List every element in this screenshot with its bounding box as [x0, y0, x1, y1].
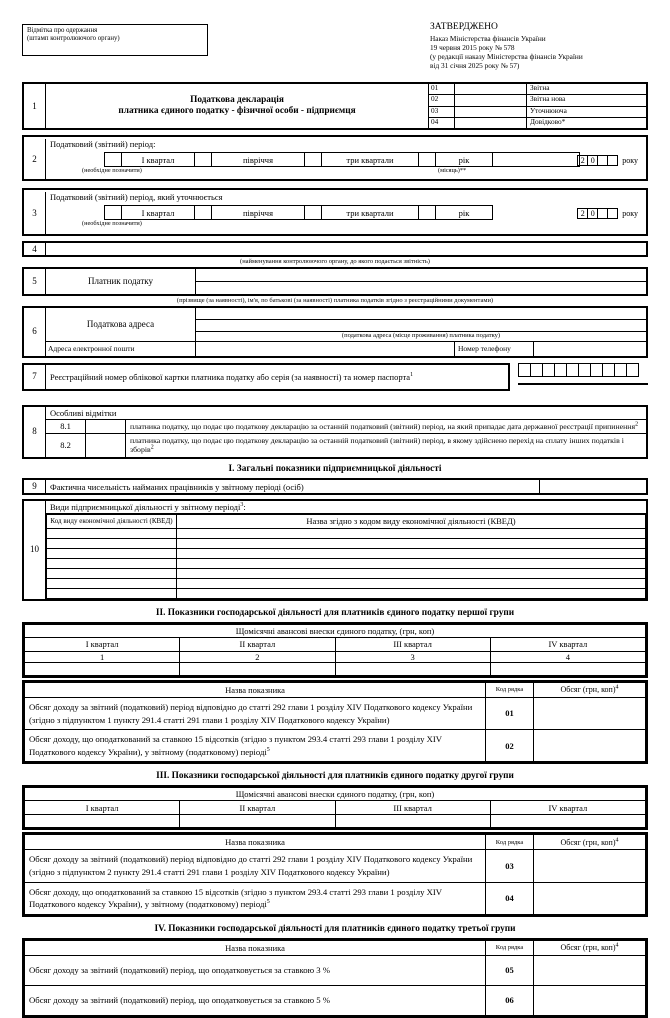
period-options: [104, 205, 646, 220]
row6-caption: (податкова адреса (місце проживання) платника податку): [196, 332, 646, 342]
indicator-name: Обсяг доходу за звітний (податковий) період відповідно до статті 292 глави 1 розділу XIV Податкового кодексу України (згідно з підпунктом 1 пункту 291.4 статті 291 глави 1 розділу XIV Податкового кодексу України): [25, 697, 486, 729]
year-digit-input[interactable]: [607, 155, 618, 166]
mark-text: платника податку, що подає цю податкову декларацію за останній податковий (звітний) період, в якому здійснено перехід на сплату інших податків і зборів$^2$: [130, 436, 624, 455]
quarter-header: ІІІ квартал: [335, 637, 490, 651]
indicator-code: 06: [486, 986, 534, 1016]
row-number: 9: [24, 480, 46, 493]
kved-name-input[interactable]: [177, 588, 646, 598]
indicator-name: Обсяг доходу за звітний (податковий) період, що оподатковується за ставкою 5 %: [25, 986, 486, 1016]
year-label: рік: [435, 205, 493, 220]
quarter1-checkbox[interactable]: [104, 205, 122, 220]
quarter-header: І квартал: [25, 801, 180, 815]
type-label: Звітна нова: [530, 94, 566, 104]
year-word: року: [622, 155, 638, 165]
amount-input[interactable]: [534, 882, 646, 914]
advance-header: Щомісячні авансові внески єдиного податку, (грн, коп): [25, 788, 646, 801]
year-digit-input[interactable]: [607, 208, 618, 219]
indicator-name: Обсяг доходу, що оподаткований за ставкою 15 відсотків (згідно з пунктом 293.4 статті 293 глави 1 розділу XIV Податкового кодексу України), у звітному (податковому) періоді$^5$: [25, 882, 486, 914]
row-number: 4: [24, 243, 46, 255]
indicator-name: Обсяг доходу за звітний (податковий) період відповідно до статті 292 глави 1 розділу XIV Податкового кодексу України (згідно з підпунктом 2 пункту 291.4 статті 291 глави 1 розділу XIV Податкового кодексу України): [25, 850, 486, 882]
advance-input-q4[interactable]: [490, 662, 645, 675]
indicator-name: Обсяг доходу за звітний (податковий) період, що оподатковується за ставкою 3 %: [25, 956, 486, 986]
row5-taxpayer: [22, 267, 648, 296]
row1-declaration-title: [22, 82, 648, 130]
kved-name-input[interactable]: [177, 558, 646, 568]
advance-input-q3[interactable]: [335, 662, 490, 675]
row4-caption: (найменування контролюючого органу, до якого подається звітність): [240, 258, 430, 265]
quarter-col-number: 4: [490, 651, 645, 662]
kved-code-header: Код виду економічної діяльності (КВЕД): [47, 515, 177, 528]
period-options: [104, 152, 646, 167]
section4-indicator-table: [22, 938, 648, 1018]
advance-header: Щомісячні авансові внески єдиного податку, (грн, коп): [25, 624, 646, 637]
advance-input-q3[interactable]: [335, 815, 490, 828]
kved-code-input[interactable]: [47, 548, 177, 558]
tax-id-underline: [518, 383, 648, 385]
indicator-name: Обсяг доходу, що оподаткований за ставкою 15 відсотків (згідно з пунктом 293.4 статті 293 глави 1 розділу XIV Податкового кодексу України), у звітному (податковому) періоді$^5$: [25, 730, 486, 762]
quarter1-label: І квартал: [121, 205, 195, 220]
code-header: Код рядка: [486, 835, 534, 850]
advance-input-q2[interactable]: [180, 662, 335, 675]
advance-input-q1[interactable]: [25, 815, 180, 828]
kved-name-input[interactable]: [177, 538, 646, 548]
name-header: Назва показника: [25, 835, 486, 850]
taxpayer-name-line1[interactable]: [196, 269, 646, 282]
row4-controlling-authority: [22, 241, 648, 257]
row-number: 2: [24, 139, 46, 179]
row-number: 10: [24, 501, 46, 599]
note-month: (місяць)**: [438, 167, 467, 175]
type-label: Довідково*: [530, 116, 566, 126]
section4-title: ІV. Показники господарської діяльності для платників єдиного податку третьої групи: [154, 923, 516, 934]
type-label: Звітна: [530, 83, 550, 92]
mark-number: 8.2: [46, 434, 86, 457]
mark-text: платника податку, що подає цю податкову декларацію за останній податковий (звітний) період, на який припадає дата державної реєстрації припинення$^2$: [130, 421, 639, 431]
code-header: Код рядка: [486, 941, 534, 956]
tax-id-digit-boxes: [518, 363, 648, 385]
row2-reporting-period: [22, 135, 648, 181]
type-checkbox[interactable]: [455, 107, 527, 117]
section2-title: ІІ. Показники господарської діяльності для платників єдиного податку першої групи: [155, 607, 515, 618]
year-digit-box: 2: [577, 155, 588, 166]
quarter-col-number: 2: [180, 651, 335, 662]
kved-name-input[interactable]: [177, 578, 646, 588]
special-mark-row: [46, 434, 646, 457]
threequarters-label: три квартали: [321, 205, 419, 220]
approved-line: від 31 січня 2025 року № 57): [430, 60, 520, 70]
section2-indicator-table: [22, 680, 648, 764]
section3-indicator-table: [22, 832, 648, 916]
year-digit-box: 2: [577, 208, 588, 219]
amount-header: Обсяг (грн, коп)$^4$: [534, 835, 646, 850]
type-code: 01: [429, 84, 455, 94]
quarter-header: ІІ квартал: [180, 801, 335, 815]
type-checkbox[interactable]: [455, 95, 527, 105]
quarter1-label: І квартал: [121, 152, 195, 167]
name-header: Назва показника: [25, 682, 486, 697]
special-marks-header: Особливі відмітки: [46, 407, 646, 420]
advance-input-q4[interactable]: [490, 815, 645, 828]
kved-name-header: Назва згідно з кодом виду економічної діяльності (КВЕД): [177, 515, 646, 528]
section3-advance-table: [22, 785, 648, 830]
amount-input[interactable]: [534, 850, 646, 882]
halfyear-checkbox[interactable]: [194, 152, 212, 167]
taxpayer-name-line2[interactable]: [196, 282, 646, 294]
form-header: [22, 22, 648, 80]
mark-number: 8.1: [46, 420, 86, 433]
indicator-code: 01: [486, 697, 534, 729]
kved-code-input[interactable]: [47, 578, 177, 588]
declaration-type-table: [428, 84, 646, 128]
indicator-code: 03: [486, 850, 534, 882]
approved-line: (у редакції наказу Міністерства фінансів України: [430, 51, 583, 61]
year-checkbox[interactable]: [418, 152, 436, 167]
row-number: 5: [24, 269, 46, 294]
advance-input-q1[interactable]: [25, 662, 180, 675]
taxpayer-label: Платник податку: [46, 269, 196, 294]
quarter1-checkbox[interactable]: [104, 152, 122, 167]
amount-input[interactable]: [534, 986, 646, 1016]
indicator-row-01: [25, 697, 646, 729]
row-number: 6: [24, 308, 46, 356]
mark-checkbox[interactable]: [86, 434, 126, 457]
type-checkbox[interactable]: [455, 118, 527, 128]
authority-input[interactable]: [46, 243, 646, 255]
address-line1[interactable]: [196, 308, 646, 320]
email-label: Адреса електронної пошти: [46, 342, 196, 356]
row5-caption: (прізвище (за наявності), ім'я, по батькові (за наявності) платника податків згідно з реєстраційними документами): [176, 296, 494, 304]
row3-clarified-period: [22, 188, 648, 236]
section1-title: І. Загальні показники підприємницької діяльності: [228, 463, 442, 474]
quarter-header: І квартал: [25, 637, 180, 651]
threequarters-label: три квартали: [321, 152, 419, 167]
row8-special-marks: [22, 405, 648, 459]
stamp-line2: (штамп контролюючого органу): [27, 35, 120, 43]
year-label: рік: [435, 152, 493, 167]
kved-code-input[interactable]: [47, 588, 177, 598]
stamp-line1: Відмітка про одержання: [27, 27, 98, 34]
employees-count-input[interactable]: [540, 480, 646, 493]
tax-address-label: Податкова адреса: [46, 308, 196, 342]
halfyear-label: півріччя: [211, 152, 305, 167]
indicator-code: 05: [486, 956, 534, 986]
period-label: Податковий (звітний) період:: [50, 139, 156, 149]
year-digit-box: 0: [587, 208, 598, 219]
kved-code-input[interactable]: [47, 558, 177, 568]
approved-title: ЗАТВЕРДЖЕНО: [430, 22, 498, 32]
row9-employees: [22, 478, 648, 495]
employees-label: Фактична чисельність найманих працівників у звітному періоді (осіб): [46, 480, 540, 493]
mark-checkbox[interactable]: [86, 420, 126, 433]
amount-input[interactable]: [534, 956, 646, 986]
indicator-code: 04: [486, 882, 534, 914]
name-header: Назва показника: [25, 941, 486, 956]
kved-name-input[interactable]: [177, 548, 646, 558]
quarter-header: ІІІ квартал: [335, 801, 490, 815]
indicator-code: 02: [486, 730, 534, 762]
type-code: 04: [429, 118, 455, 128]
row-number: 7: [24, 365, 46, 389]
type-code: 02: [429, 95, 455, 105]
year-word: року: [622, 208, 638, 218]
amount-input[interactable]: [534, 730, 646, 762]
period-label: Податковий (звітний) період, який уточнюється: [50, 192, 223, 202]
code-header: Код рядка: [486, 682, 534, 697]
quarter-header: ІV квартал: [490, 637, 645, 651]
halfyear-checkbox[interactable]: [194, 205, 212, 220]
approved-line: 19 червня 2015 року № 578: [430, 43, 515, 53]
registration-number-label: Реєстраційний номер облікової картки платника податку або серія (за наявності) та номер паспорта$^1$: [50, 371, 414, 382]
email-input[interactable]: [196, 342, 454, 356]
kved-name-input[interactable]: [177, 568, 646, 578]
type-row-zvitna-nova: [429, 95, 646, 106]
kved-code-input[interactable]: [47, 538, 177, 548]
indicator-row-02: [25, 730, 646, 762]
type-label: Уточнююча: [530, 105, 567, 115]
address-line2[interactable]: [196, 320, 646, 332]
month-input[interactable]: [492, 152, 580, 167]
row-number: 1: [24, 84, 46, 128]
phone-label: Номер телефону: [454, 342, 534, 356]
indicator-row-06: [25, 986, 646, 1016]
year-checkbox[interactable]: [418, 205, 436, 220]
row-number: 8: [24, 407, 46, 457]
indicator-row-04: [25, 882, 646, 914]
row10-activity-types: [22, 499, 648, 601]
row6-tax-address: [22, 306, 648, 358]
activities-label: Види підприємницької діяльності у звітному періоді$^3$:: [46, 501, 646, 514]
kved-code-input[interactable]: [47, 568, 177, 578]
kved-code-input[interactable]: [47, 528, 177, 538]
kved-name-input[interactable]: [177, 528, 646, 538]
year-input-group: [577, 155, 638, 166]
section3-title: ІІІ. Показники господарської діяльності для платників єдиного податку другої групи: [156, 771, 514, 782]
amount-header: Обсяг (грн, коп)$^4$: [534, 941, 646, 956]
row-number: 3: [24, 192, 46, 234]
halfyear-label: півріччя: [211, 205, 305, 220]
threequarters-checkbox[interactable]: [304, 152, 322, 167]
indicator-row-05: [25, 956, 646, 986]
kved-table: [46, 514, 646, 598]
approval-block: [430, 22, 648, 70]
declaration-title: Податкова декларація платника єдиного податку - фізичної особи - підприємця: [118, 94, 356, 116]
note-mark-required: (необхідне позначити): [82, 220, 142, 228]
amount-input[interactable]: [534, 697, 646, 729]
type-row-dovidkovo: [429, 118, 646, 128]
section2-advance-table: [22, 622, 648, 678]
year-input-group: [577, 208, 638, 219]
tax-id-digit-box[interactable]: [626, 363, 639, 377]
threequarters-checkbox[interactable]: [304, 205, 322, 220]
type-checkbox[interactable]: [455, 84, 527, 94]
quarter-header: ІV квартал: [490, 801, 645, 815]
receipt-stamp-box: [22, 24, 208, 56]
type-code: 03: [429, 107, 455, 117]
note-mark-required: (необхідне позначити): [82, 167, 142, 175]
year-digit-box: 0: [587, 155, 598, 166]
advance-input-q2[interactable]: [180, 815, 335, 828]
quarter-header: ІІ квартал: [180, 637, 335, 651]
quarter-col-number: 3: [335, 651, 490, 662]
indicator-row-03: [25, 850, 646, 882]
quarter-col-number: 1: [25, 651, 180, 662]
special-mark-row: [46, 420, 646, 434]
amount-header: Обсяг (грн, коп)$^4$: [534, 682, 646, 697]
row7-registration-number: [22, 363, 648, 397]
approved-line: Наказ Міністерства фінансів України: [430, 34, 546, 44]
phone-input[interactable]: [534, 342, 646, 356]
